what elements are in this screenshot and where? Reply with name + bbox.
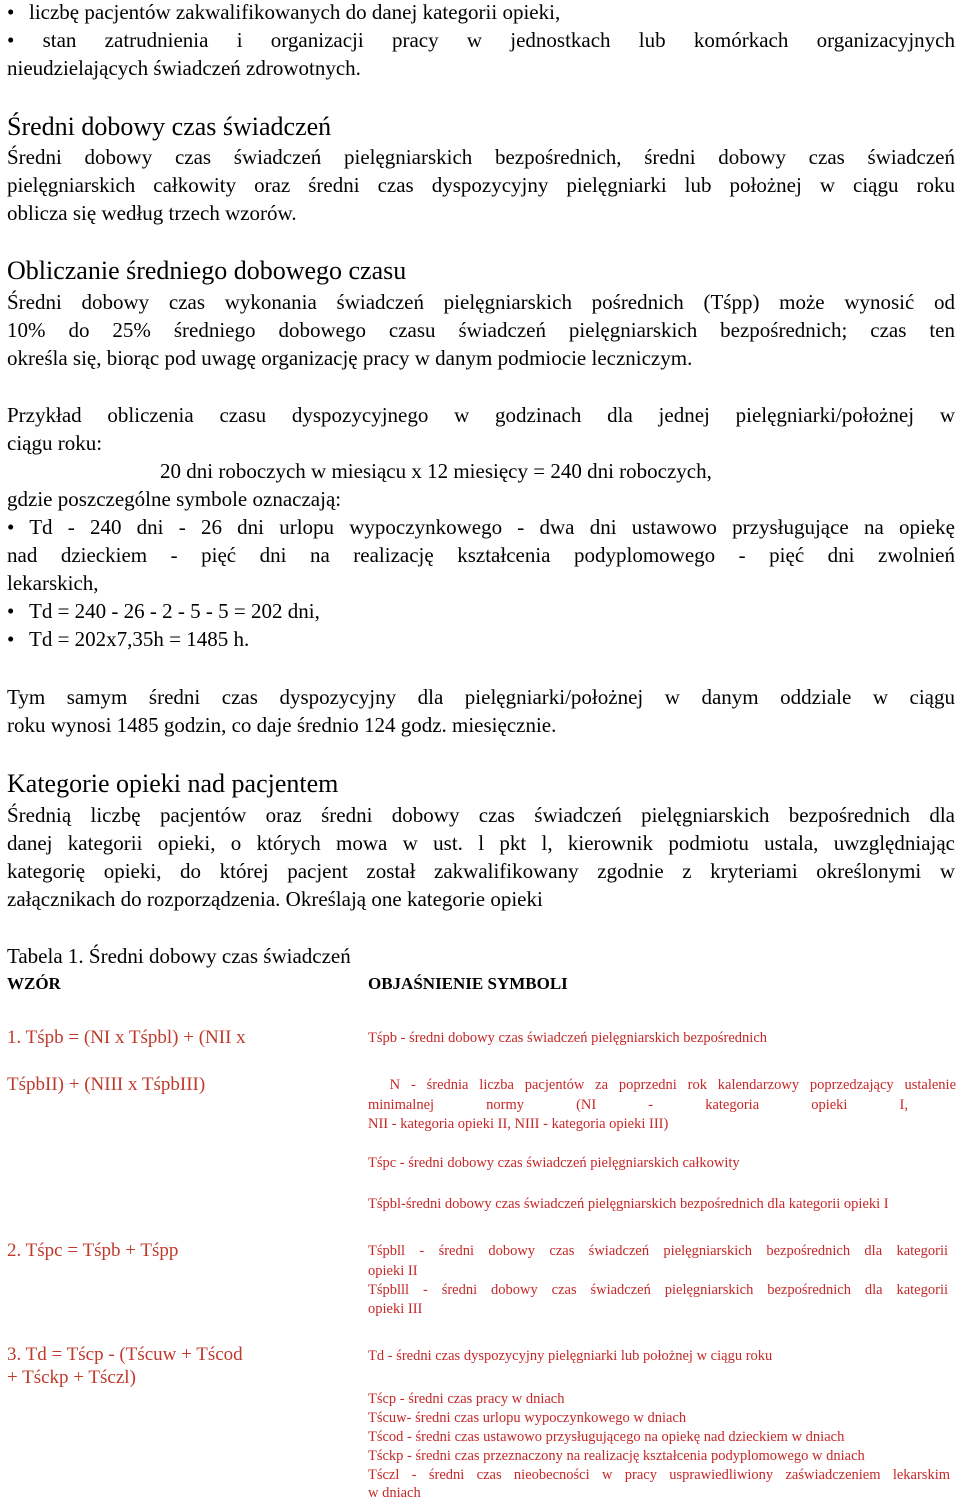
bullet-dot: • <box>7 599 15 623</box>
symbol-definition: Tśpc - średni dobowy czas świadczeń pielęgniarskich całkowity <box>368 1155 740 1171</box>
symbol-definition: Tśpbl-średni dobowy czas świadczeń pielęgniarskich bezpośrednich dla kategorii opieki I <box>368 1196 889 1212</box>
formula-1-line: 1. Tśpb = (NI x Tśpbl) + (NII x <box>7 1027 246 1048</box>
paragraph-line: pielęgniarskich całkowity oraz średni czas dyspozycyjny pielęgniarki lub położnej w ciągu roku <box>7 173 955 197</box>
formula-3-line: 3. Td = Tścp - (Tścuw + Tścod <box>7 1344 243 1365</box>
symbol-definition-continued: minimalnej normy (NI - kategoria opieki I, <box>368 1097 908 1113</box>
bullet-dot: • <box>7 515 15 539</box>
formula-1-line: TśpbII) + (NIII x TśpbIII) <box>7 1074 206 1095</box>
symbol-definition-continued: opieki III <box>368 1301 423 1317</box>
bullet-text-continued: lekarskich, <box>7 571 99 595</box>
bullet-dot: • <box>7 627 15 651</box>
paragraph-line: Przykład obliczenia czasu dyspozycyjnego w godzinach dla jednej pielęgniarki/położnej w <box>7 403 955 427</box>
symbol-definition <box>368 1076 956 1095</box>
section-heading: Obliczanie średniego dobowego czasu <box>7 256 407 285</box>
paragraph-line: Średnią liczbę pacjentów oraz średni dobowy czas świadczeń pielęgniarskich bezpośrednich dla <box>7 803 955 827</box>
bullet-text: stan zatrudnienia i organizacji pracy w jednostkach lub komórkach organizacyjnych <box>42 28 955 52</box>
symbol-definition-continued: opieki II <box>368 1263 418 1279</box>
symbol-definition: Tścuw- średni czas urlopu wypoczynkowego w dniach <box>368 1410 687 1426</box>
paragraph-line: Tym samym średni czas dyspozycyjny dla pielęgniarki/położnej w danym oddziale w ciągu <box>7 685 955 709</box>
symbol-definition: Td - średni czas dyspozycyjny pielęgniarki lub położnej w ciągu roku <box>368 1348 773 1364</box>
section-heading: Średni dobowy czas świadczeń <box>7 112 332 141</box>
paragraph-line: kategorię opieki, do której pacjent został zakwalifikowany zgodnie z kryteriami określonymi w <box>7 859 955 883</box>
symbol-definition: Tścp - średni czas pracy w dniach <box>368 1391 565 1407</box>
symbol-definition: Tśckp - średni czas przeznaczony na realizację kształcenia podyplomowego w dniach <box>368 1448 865 1464</box>
bullet-text: Td = 202x7,35h = 1485 h. <box>29 627 250 651</box>
symbol-definition-continued: NII - kategoria opieki II, NIII - kategoria opieki III) <box>368 1116 669 1132</box>
paragraph-line: Średni dobowy czas wykonania świadczeń pielęgniarskich pośrednich (Tśpp) może wynosić od <box>7 290 955 314</box>
section-heading: Kategorie opieki nad pacjentem <box>7 769 339 798</box>
bullet-text: Td = 240 - 26 - 2 - 5 - 5 = 202 dni, <box>29 599 320 623</box>
bullet-item <box>7 26 955 54</box>
bullet-text-continued: nieudzielających świadczeń zdrowotnych. <box>7 56 361 80</box>
formula-2: 2. Tśpc = Tśpb + Tśpp <box>7 1240 179 1261</box>
paragraph-line: Średni dobowy czas świadczeń pielęgniarskich bezpośrednich, średni dobowy czas świadczeń <box>7 145 955 169</box>
paragraph-line: załącznikach do rozporządzenia. Określają one kategorie opieki <box>7 887 543 911</box>
symbol-definition: Tśpblll - średni dobowy czas świadczeń pielęgniarskich bezpośrednich dla kategorii <box>368 1282 948 1298</box>
bullet-item <box>7 513 955 541</box>
paragraph-line: roku wynosi 1485 godzin, co daje średnio 124 godz. miesięcznie. <box>7 713 557 737</box>
symbol-definition: Tśpbll - średni dobowy czas świadczeń pielęgniarskich bezpośrednich dla kategorii <box>368 1243 948 1259</box>
paragraph-line: danej kategorii opieki, o których mowa w ust. l pkt l, kierownik podmiotu ustala, uwzględniając <box>7 831 955 855</box>
symbol-definition-continued: w dniach <box>368 1485 421 1501</box>
column-header-formula: WZÓR <box>7 974 61 993</box>
paragraph-line: ciągu roku: <box>7 431 103 455</box>
paragraph-line: oblicza się według trzech wzorów. <box>7 201 297 225</box>
table-caption: Tabela 1. Średni dobowy czas świadczeń <box>7 944 351 968</box>
symbol-definition: Tścod - średni czas ustawowo przysługującego na opiekę nad dzieckiem w dniach <box>368 1429 845 1445</box>
bullet-text: Td - 240 dni - 26 dni urlopu wypoczynkowego - dwa dni ustawowo przysługujące na opiekę <box>29 515 955 539</box>
bullet-dot: • <box>7 0 15 24</box>
bullet-dot: • <box>7 28 15 52</box>
bullet-item <box>7 597 320 625</box>
symbol-text: N - średnia liczba pacjentów za poprzedni rok kalendarzowy poprzedzający ustalenie <box>389 1077 957 1093</box>
bullet-text-continued: nad dzieckiem - pięć dni na realizację kształcenia podyplomowego - pięć dni zwolnień <box>7 543 955 567</box>
paragraph-line: 10% do 25% średniego dobowego czasu świadczeń pielęgniarskich bezpośrednich; czas ten <box>7 318 955 342</box>
formula-line: 20 dni roboczych w miesiącu x 12 miesięcy = 240 dni roboczych, <box>160 459 712 483</box>
symbol-definition: Tśpb - średni dobowy czas świadczeń pielęgniarskich bezpośrednich <box>368 1030 768 1046</box>
paragraph-line: określa się, biorąc pod uwagę organizację pracy w danym podmiocie leczniczym. <box>7 346 693 370</box>
bullet-item <box>7 0 560 26</box>
bullet-item <box>7 625 249 653</box>
paragraph-line: gdzie poszczególne symbole oznaczają: <box>7 487 342 511</box>
column-header-symbols: OBJAŚNIENIE SYMBOLI <box>368 974 568 993</box>
formula-3-line: + Tśckp + Tśczl) <box>7 1367 136 1388</box>
symbol-definition: Tśczl - średni czas nieobecności w pracy usprawiedliwiony zaświadczeniem lekarskim <box>368 1467 950 1483</box>
bullet-text: liczbę pacjentów zakwalifikowanych do danej kategorii opieki, <box>29 0 561 24</box>
